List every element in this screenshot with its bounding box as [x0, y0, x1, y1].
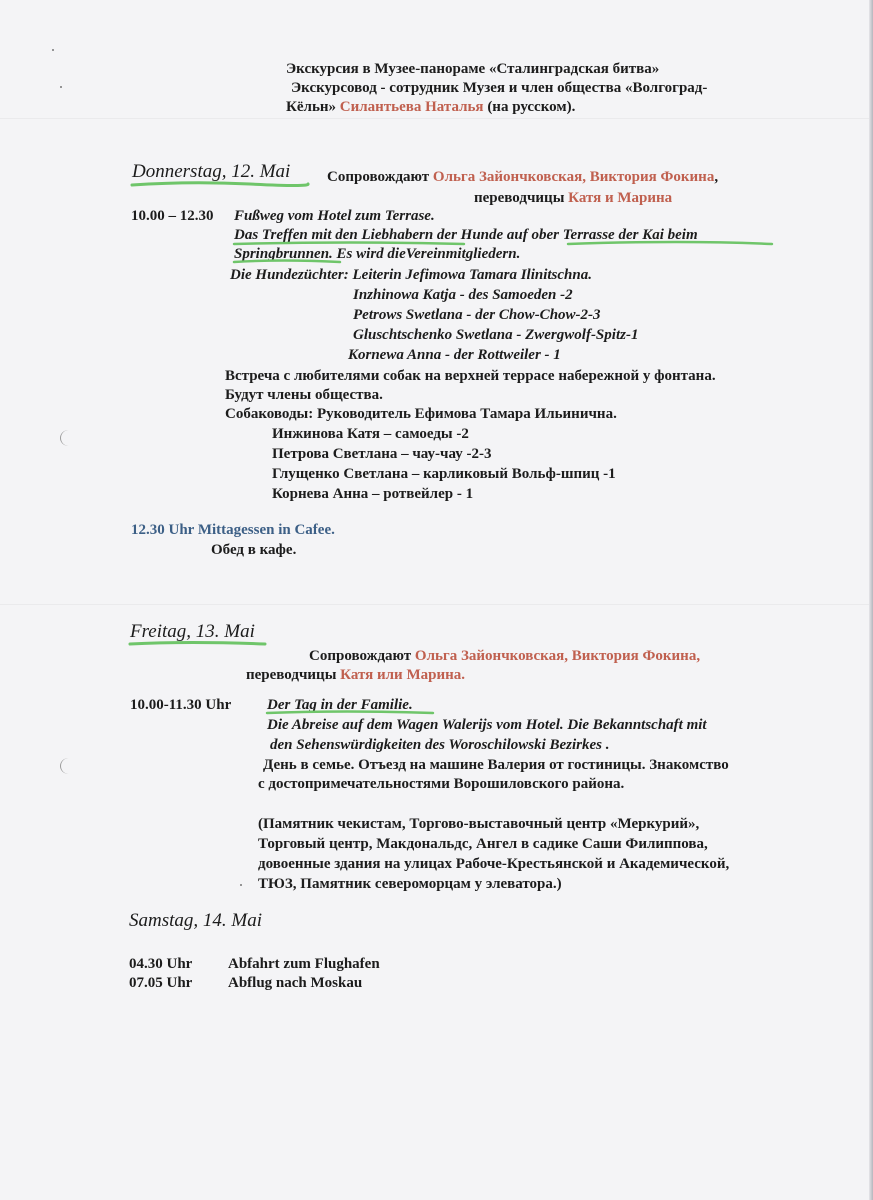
thursday-de-line-1: Fußweg vom Hotel zum Terrase.	[234, 208, 435, 224]
museum-line-1: Экскурсия в Музее-панораме «Сталинградская битва»	[286, 61, 660, 77]
friday-escort-line	[309, 647, 700, 665]
paper-speck	[52, 49, 54, 51]
lunch-ru: Обед в кафе.	[211, 542, 297, 558]
translators-label: переводчицы	[474, 190, 565, 206]
friday-de-line-1: Die Abreise auf dem Wagen Walerijs vom Hotel. Die Bekanntschaft mit	[267, 717, 707, 733]
lunch-time: 12.30 Uhr	[131, 522, 195, 538]
thursday-heading-highlight	[130, 179, 310, 189]
museum-line-3-start: Кёльн»	[286, 99, 337, 115]
thursday-translators-line	[474, 189, 672, 207]
translators-names: Катя или Марина.	[340, 667, 465, 683]
ru-breeder-2: Петрова Светлана – чау-чау -2-3	[272, 446, 492, 462]
saturday-heading: Samstag, 14. Mai	[129, 910, 262, 931]
de-breeder-4: Kornewa Anna - der Rottweiler - 1	[348, 347, 561, 363]
paper-speck	[240, 884, 242, 886]
saturday-text-2: Abflug nach Moskau	[228, 975, 363, 991]
friday-time: 10.00-11.30 Uhr	[130, 697, 232, 713]
escort-names: Ольга Зайончковская, Виктория Фокина,	[414, 648, 701, 664]
escort-label: Сопровождают	[309, 648, 412, 664]
fold-crease	[0, 604, 873, 605]
friday-ru-line-1: День в семье. Отъезд на машине Валерия от гостиницы. Знакомство	[263, 757, 729, 773]
friday-de-line-2: den Sehenswürdigkeiten des Woroschilowski Bezirkes .	[270, 737, 610, 753]
thursday-ru-line-2: Будут члены общества.	[225, 387, 383, 403]
paper-speck	[60, 86, 62, 88]
escort-comma: ,	[714, 169, 719, 185]
friday-ru-paren-3: довоенные здания на улицах Рабоче-Крестьянской и Академической,	[258, 856, 730, 872]
thursday-escort-line	[327, 168, 718, 186]
friday-translators-line	[246, 666, 465, 684]
museum-line-3	[286, 98, 575, 116]
ru-breeder-4: Корнева Анна – ротвейлер - 1	[272, 486, 474, 502]
translators-label: переводчицы	[246, 667, 337, 683]
de-breeder-1: Inzhinowa Katja - des Samoeden -2	[353, 287, 573, 303]
lunch-de: Mittagessen in Cafee.	[197, 522, 335, 538]
lunch-line	[131, 521, 335, 539]
saturday-time-1: 04.30 Uhr	[129, 956, 193, 972]
de-breeder-2: Petrows Swetlana - der Chow-Chow-2-3	[353, 307, 601, 323]
ru-breeder-1: Инжинова Катя – самоеды -2	[272, 426, 469, 442]
friday-heading-highlight	[128, 639, 268, 649]
escort-names: Ольга Зайончковская, Виктория Фокина	[432, 169, 715, 185]
thursday-de-line-3: Springbrunnen. Es wird dieVereinmitgliedern.	[234, 246, 521, 262]
translators-names: Катя и Марина	[568, 190, 673, 206]
guide-name: Силантьева Наталья	[339, 99, 484, 115]
ru-breeder-3: Глущенко Светлана – карликовый Вольф-шпиц -1	[272, 466, 616, 482]
saturday-text-1: Abfahrt zum Flughafen	[228, 956, 380, 972]
thursday-heading: Donnerstag, 12. Mai	[132, 161, 291, 182]
escort-label: Сопровождают	[327, 169, 430, 185]
museum-line-2: Экскурсовод - сотрудник Музея и член общества «Волгоград-	[291, 80, 708, 96]
punch-hole-mark	[60, 758, 77, 774]
thursday-ru-line-1: Встреча с любителями собак на верхней террасе набережной у фонтана.	[225, 368, 716, 384]
museum-line-3-end: (на русском).	[487, 99, 576, 115]
fold-crease	[0, 118, 873, 119]
thursday-de-line-4: Die Hundezüchter: Leiterin Jefimowa Tamara Ilinitschna.	[230, 267, 592, 283]
friday-ru-paren-2: Торговый центр, Макдональдс, Ангел в садике Саши Филиппова,	[258, 836, 708, 852]
thursday-ru-line-3: Собаководы: Руководитель Ефимова Тамара Ильинична.	[225, 406, 617, 422]
page-edge	[869, 0, 873, 1200]
friday-ru-paren-1: (Памятник чекистам, Торгово-выставочный центр «Меркурий»,	[258, 816, 700, 832]
friday-heading: Freitag, 13. Mai	[130, 621, 255, 642]
saturday-time-2: 07.05 Uhr	[129, 975, 193, 991]
friday-ru-paren-4: ТЮЗ, Памятник североморцам у элеватора.)	[258, 876, 562, 892]
punch-hole-mark	[60, 430, 77, 446]
de-breeder-3: Gluschtschenko Swetlana - Zwergwolf-Spitz-1	[353, 327, 639, 343]
friday-de-title: Der Tag in der Familie.	[267, 697, 413, 713]
thursday-de-line-2: Das Treffen mit den Liebhabern der Hunde auf ober Terrasse der Kai beim	[234, 227, 698, 243]
friday-ru-line-2: с достопримечательностями Ворошиловского района.	[258, 776, 625, 792]
thursday-time: 10.00 – 12.30	[131, 208, 214, 224]
